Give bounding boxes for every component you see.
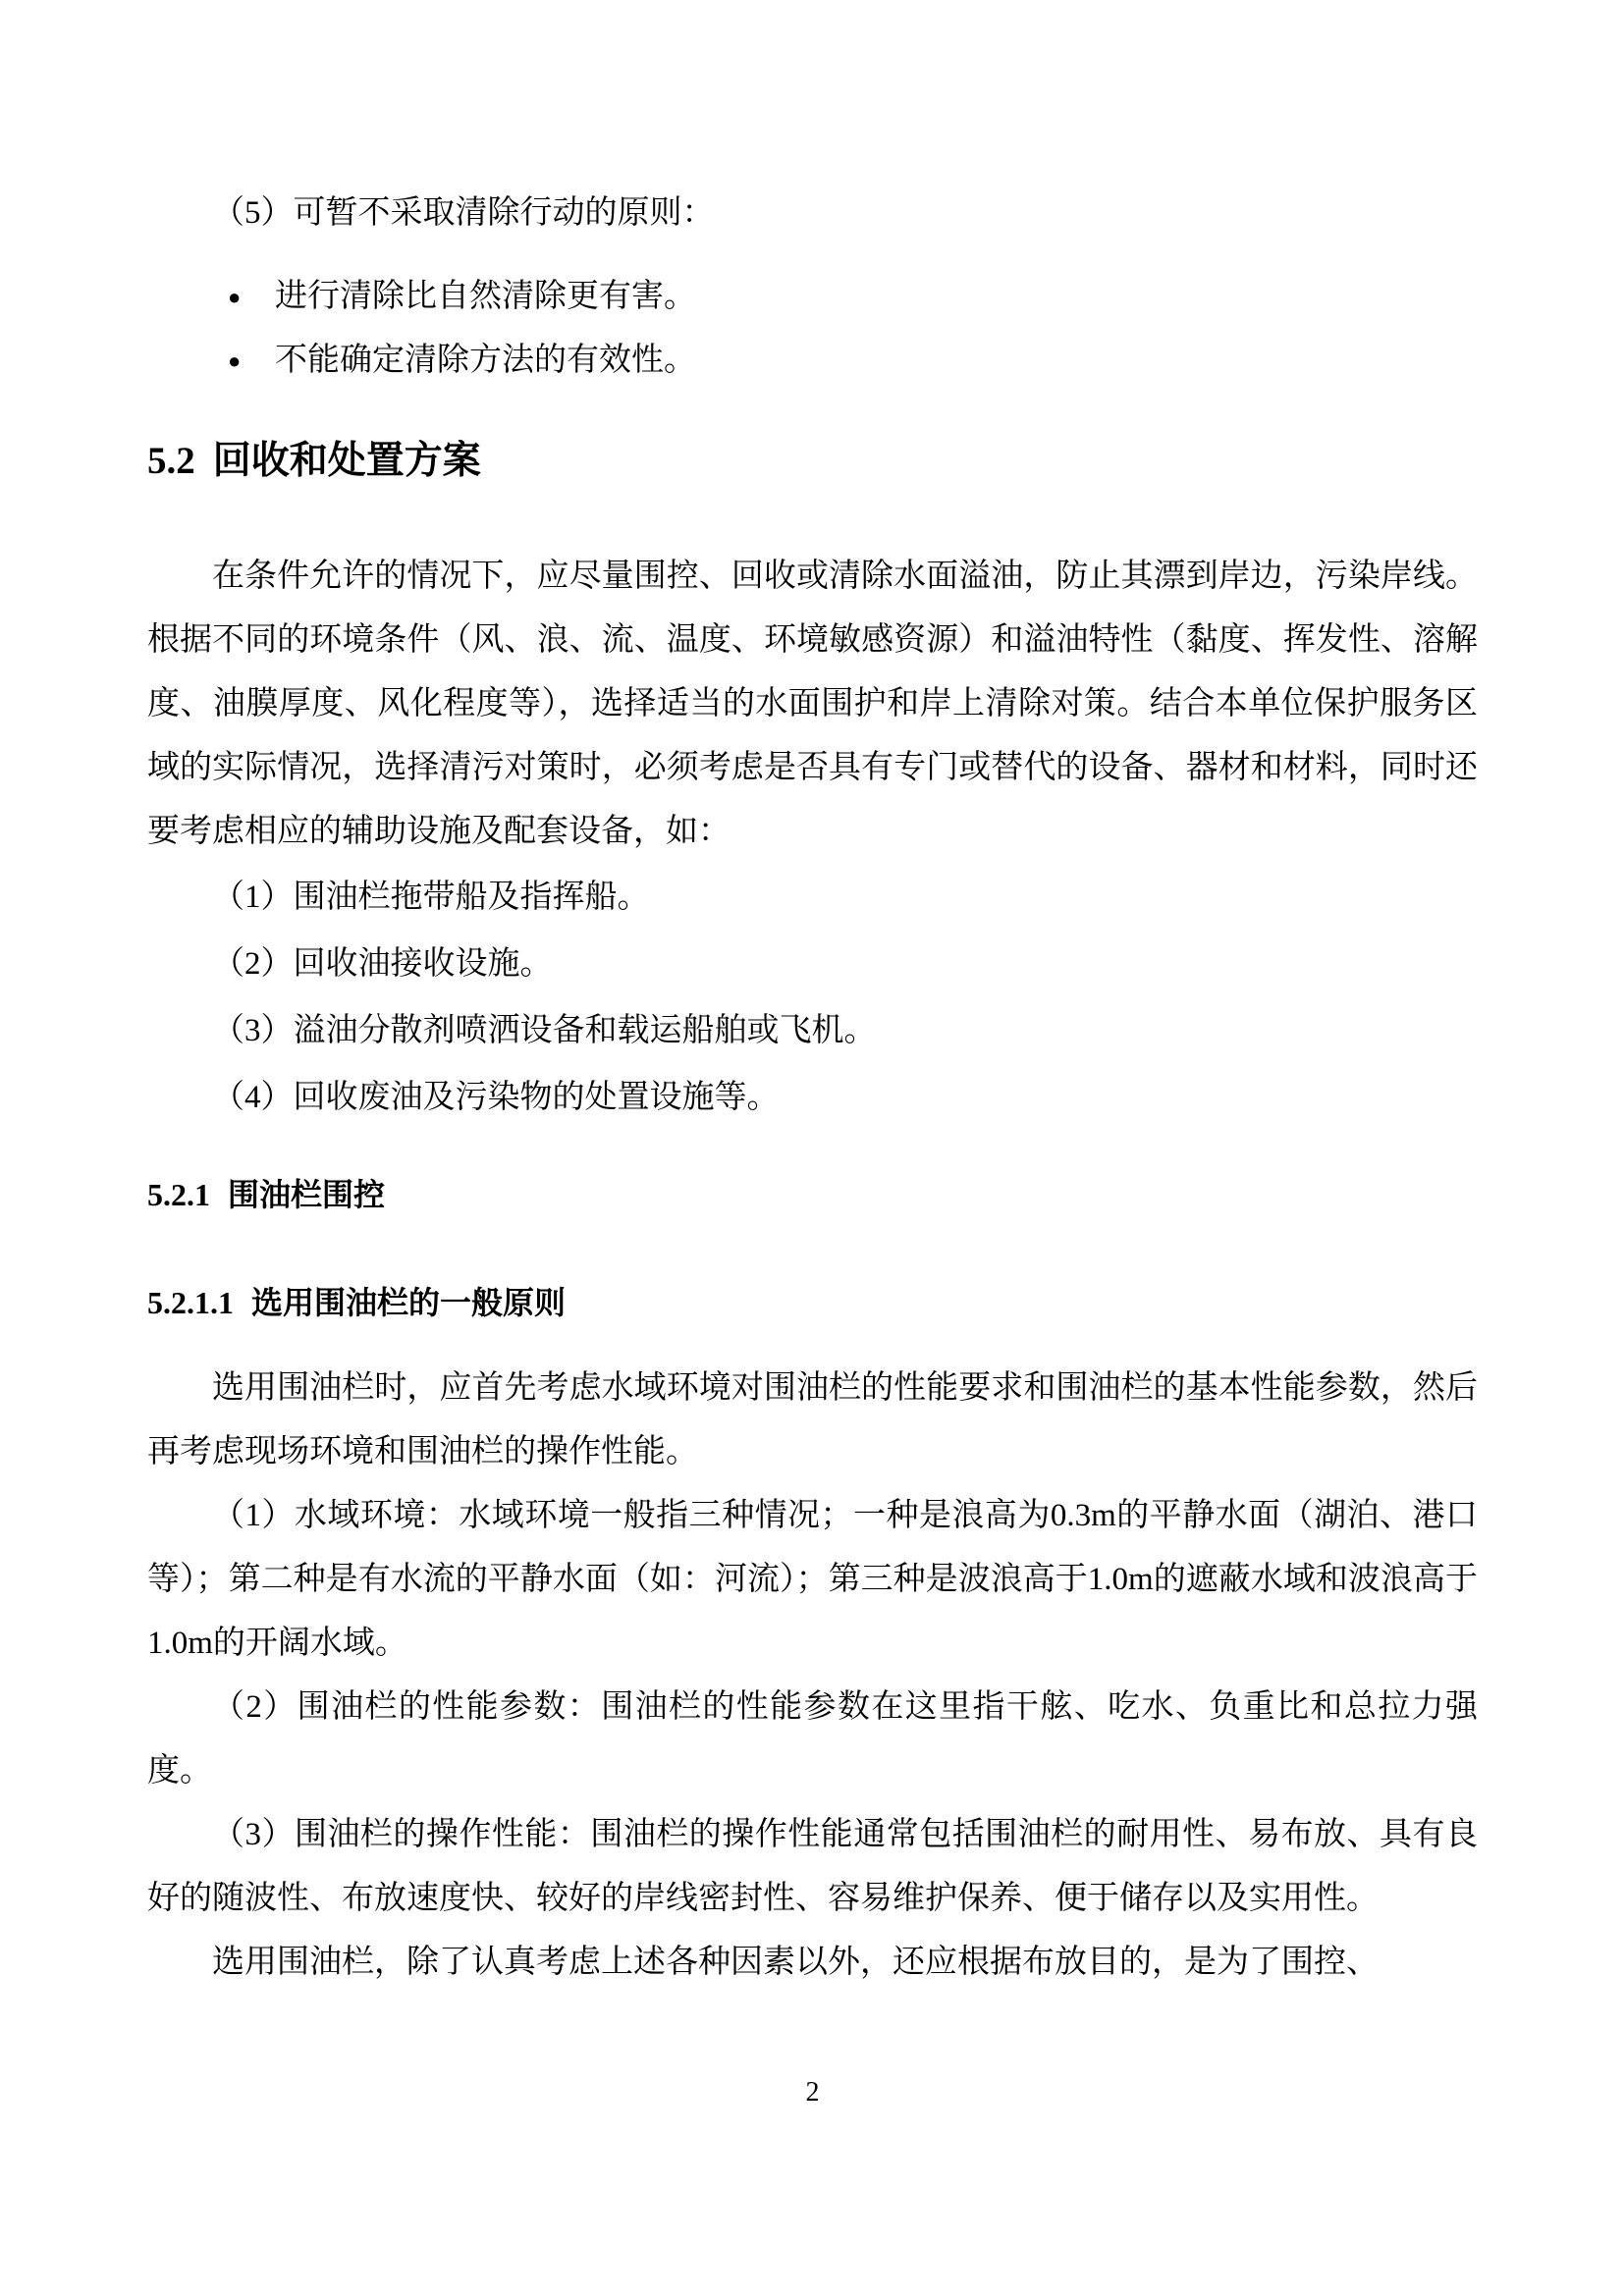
bullet-icon: ●: [228, 285, 242, 309]
paragraph-water-environment: （1）水域环境：水域环境一般指三种情况；一种是浪高为0.3m的平静水面（湖泊、港口等）；第二种是有水流的平静水面（如：河流）；第三种是波浪高于1.0m的遮蔽水域和波浪高于1.0m的开阔水域。: [147, 1498, 1478, 1661]
paragraph-recovery-intro: 在条件允许的情况下，应尽量围控、回收或清除水面溢油，防止其漂到岸边，污染岸线。根据不同的环境条件（风、浪、流、温度、环境敏感资源）和溢油特性（黏度、挥发性、溶解度、油膜厚度、风化程度等），选择适当的水面围护和岸上清除对策。结合本单位保护服务区域的实际情况，选择清污对策时，必须考虑是否具有专门或替代的设备、器材和材料，同时还要考虑相应的辅助设施及配套设备，如：: [147, 559, 1478, 849]
subsubsection-heading: [147, 1278, 1478, 1327]
subsubsection-number: 5.2.1.1: [147, 1285, 234, 1320]
numbered-item: （1）围油栏拖带船及指挥船。: [212, 880, 650, 915]
paragraph-performance-parameters: （2）围油栏的性能参数：围油栏的性能参数在这里指干舷、吃水、负重比和总拉力强度。: [147, 1689, 1478, 1789]
list-item: [147, 329, 1478, 393]
section-heading: [147, 432, 1478, 491]
subsection-number: 5.2.1: [147, 1177, 210, 1212]
numbered-item: （3）溢油分散剂喷洒设备和载运船舶或飞机。: [212, 1013, 877, 1048]
paragraph-operational-performance: （3）围油栏的操作性能：围油栏的操作性能通常包括围油栏的耐用性、易布放、具有良好的随波性、布放速度快、较好的岸线密封性、容易维护保养、便于储存以及实用性。: [147, 1817, 1478, 1916]
bullet-text: 不能确定清除方法的有效性。: [275, 343, 696, 378]
numbered-list: [147, 864, 1478, 1131]
lead-item-5: （5）可暂不采取清除行动的原则：: [212, 195, 715, 231]
bullet-text: 进行清除比自然清除更有害。: [275, 279, 696, 314]
numbered-item: （4）回收废油及污染物的处置设施等。: [212, 1080, 780, 1115]
subsection-title: 围油栏围控: [228, 1177, 386, 1212]
paragraph-deployment-purpose: 选用围油栏，除了认真考虑上述各种因素以外，还应根据布放目的，是为了围控、: [212, 1945, 1379, 1980]
section-number: 5.2: [147, 440, 195, 482]
subsection-heading: [147, 1170, 1478, 1219]
page-number: 2: [805, 2077, 820, 2108]
paragraph-boom-selection: 选用围油栏时，应首先考虑水域环境对围油栏的性能要求和围油栏的基本性能参数，然后再考虑现场环境和围油栏的操作性能。: [147, 1370, 1478, 1469]
bullet-icon: ●: [228, 348, 242, 373]
subsubsection-title: 选用围油栏的一般原则: [251, 1285, 567, 1320]
numbered-item: （2）回收油接收设施。: [212, 946, 553, 982]
bullet-list: [147, 265, 1478, 393]
list-item: [147, 265, 1478, 329]
section-title: 回收和处置方案: [212, 440, 481, 482]
